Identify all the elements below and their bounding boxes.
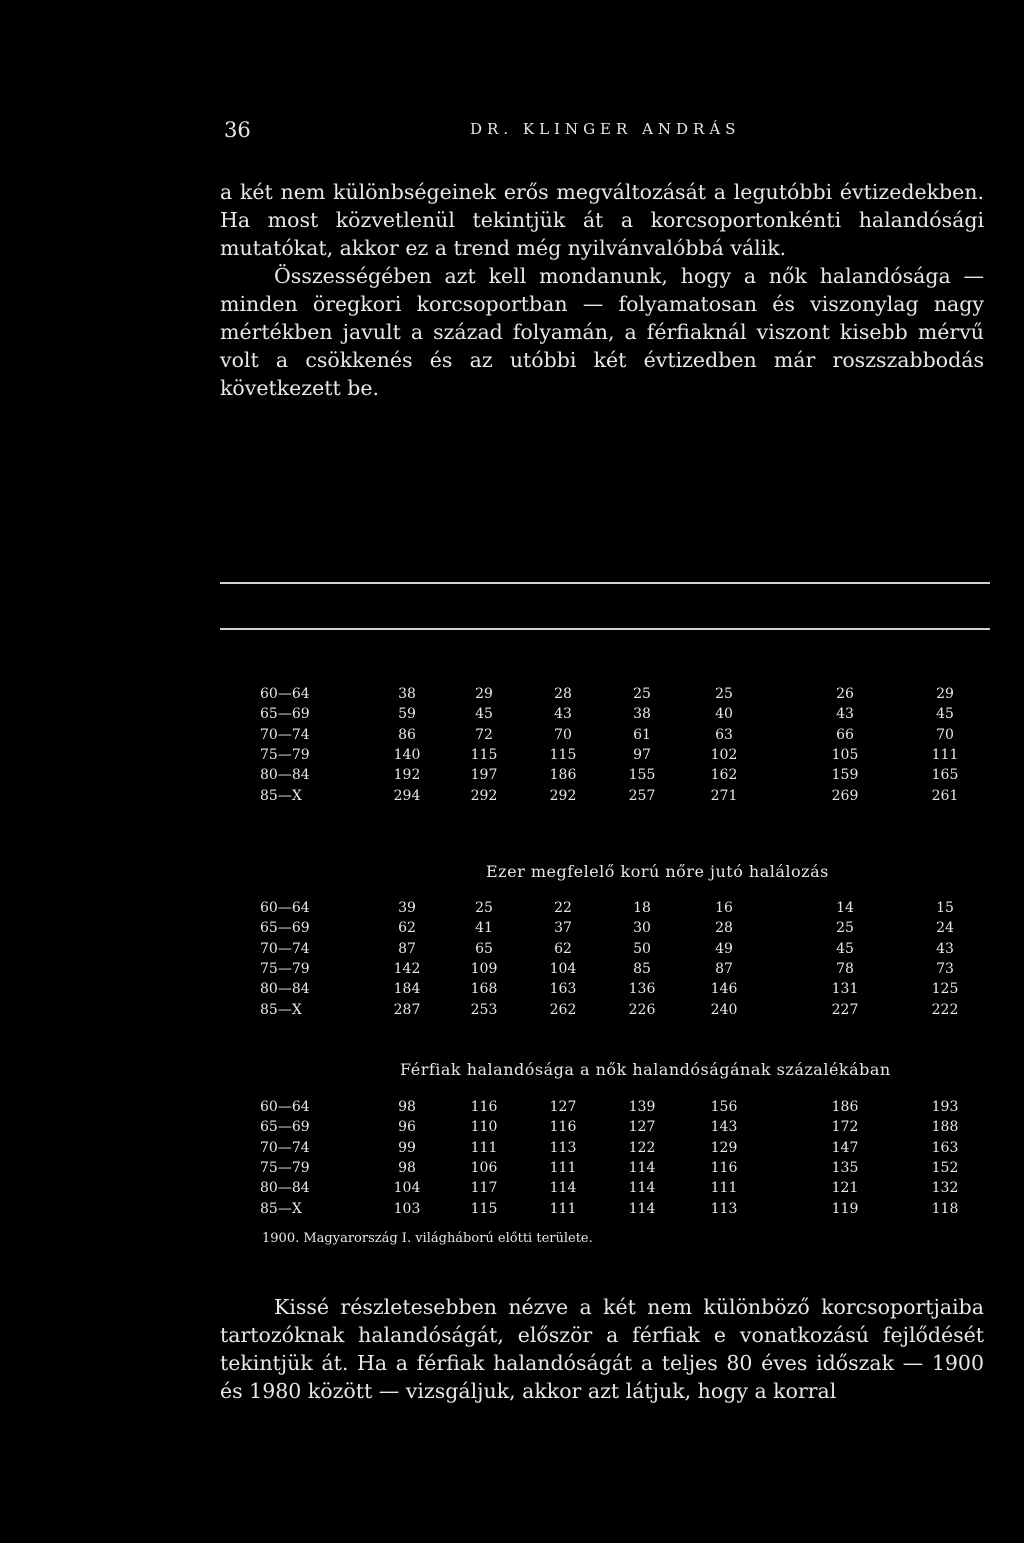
- table-cell: 29: [936, 686, 954, 702]
- table-cell: 96: [398, 1119, 416, 1136]
- table-cell: 98: [398, 1159, 416, 1176]
- table-cell: 43: [836, 706, 854, 723]
- table-cell: 15: [936, 900, 954, 916]
- table-cell: 292: [549, 787, 577, 804]
- table-cell: 140: [393, 746, 421, 763]
- running-title: DR. KLINGER ANDRÁS: [470, 120, 741, 138]
- table-cell: 226: [628, 1001, 656, 1018]
- table-cell: 116: [470, 1099, 498, 1115]
- table-cell: 192: [393, 767, 421, 784]
- page-header: [0, 118, 1024, 148]
- table-row: [0, 1119, 1024, 1139]
- table-cell: 63: [715, 726, 733, 743]
- table-cell: 156: [710, 1099, 738, 1115]
- table-cell: 104: [393, 1180, 421, 1197]
- table-cell: 59: [398, 706, 416, 723]
- table-cell: 28: [715, 920, 733, 937]
- table-cell: 104: [549, 960, 577, 977]
- table-cell: 28: [554, 686, 572, 702]
- table-cell: 86: [398, 726, 416, 743]
- table-cell: 87: [398, 940, 416, 957]
- table-cell: 111: [549, 1159, 577, 1176]
- table-cell: 109: [470, 960, 498, 977]
- table-cell: 38: [398, 686, 416, 702]
- table-cell: 18: [633, 900, 651, 916]
- table-cell: 163: [549, 981, 577, 998]
- table-cell: 119: [831, 1200, 859, 1217]
- table-cell: 114: [549, 1180, 577, 1197]
- table-cell: 132: [931, 1180, 959, 1197]
- table-cell: 110: [470, 1119, 498, 1136]
- table-cell: 269: [831, 787, 859, 804]
- age-group-label: 85—X: [260, 1200, 302, 1217]
- table-cell: 227: [831, 1001, 859, 1018]
- table-cell: 45: [475, 706, 493, 723]
- table-cell: 121: [831, 1180, 859, 1197]
- table-cell: 172: [831, 1119, 859, 1136]
- table-row: [0, 941, 1024, 961]
- table-cell: 43: [936, 940, 954, 957]
- age-group-label: 75—79: [260, 1159, 310, 1176]
- age-group-label: 85—X: [260, 1001, 302, 1018]
- age-group-label: 80—84: [260, 1180, 310, 1197]
- table-cell: 168: [470, 981, 498, 998]
- age-group-label: 75—79: [260, 746, 310, 763]
- table-cell: 146: [710, 981, 738, 998]
- age-group-label: 65—69: [260, 1119, 310, 1136]
- table-cell: 115: [470, 746, 498, 763]
- table-row: [0, 1002, 1024, 1022]
- age-group-label: 80—84: [260, 981, 310, 998]
- table-cell: 136: [628, 981, 656, 998]
- table-cell: 14: [836, 900, 854, 916]
- table-row: [0, 1201, 1024, 1221]
- table-cell: 111: [931, 746, 959, 763]
- table-cell: 45: [936, 706, 954, 723]
- table-cell: 65: [475, 940, 493, 957]
- table-cell: 37: [554, 920, 572, 937]
- table-cell: 111: [549, 1200, 577, 1217]
- table-cell: 113: [549, 1139, 577, 1156]
- table-cell: 253: [470, 1001, 498, 1018]
- table-cell: 25: [633, 686, 651, 702]
- table-cell: 78: [836, 960, 854, 977]
- table-cell: 116: [549, 1119, 577, 1136]
- table-cell: 142: [393, 960, 421, 977]
- table-cell: 162: [710, 767, 738, 784]
- table-cell: 62: [398, 920, 416, 937]
- age-group-label: 60—64: [260, 686, 310, 702]
- table-cell: 87: [715, 960, 733, 977]
- table-top-rule: [220, 582, 990, 584]
- table-row: [0, 961, 1024, 981]
- table-cell: 111: [470, 1139, 498, 1156]
- table-cell: 271: [710, 787, 738, 804]
- table-cell: 186: [831, 1099, 859, 1115]
- table-cell: 25: [836, 920, 854, 937]
- table-cell: 43: [554, 706, 572, 723]
- intro-paragraph-1: a két nem különbségeinek erős megváltozását a legutóbbi évtizedekben. Ha most közvetlenül tekintjük át a korcsoportonkénti halandósági mutatókat, akkor ez a trend még nyilvánvalóbbá válik.: [220, 180, 984, 260]
- table-cell: 127: [549, 1099, 577, 1115]
- table-cell: 127: [628, 1119, 656, 1136]
- age-group-label: 85—X: [260, 787, 302, 804]
- table-cell: 105: [831, 746, 859, 763]
- table-cell: 97: [633, 746, 651, 763]
- table-cell: 143: [710, 1119, 738, 1136]
- table-cell: 16: [715, 900, 733, 916]
- intro-text: [220, 178, 984, 402]
- table-cell: 30: [633, 920, 651, 937]
- table-cell: 197: [470, 767, 498, 784]
- table-cell: 116: [710, 1159, 738, 1176]
- table-cell: 72: [475, 726, 493, 743]
- age-group-label: 70—74: [260, 940, 310, 957]
- table-row: [0, 788, 1024, 808]
- table-cell: 240: [710, 1001, 738, 1018]
- table-cell: 186: [549, 767, 577, 784]
- table-row: [0, 1180, 1024, 1200]
- table-cell: 287: [393, 1001, 421, 1018]
- table-cell: 115: [549, 746, 577, 763]
- table-row: [0, 981, 1024, 1001]
- table-cell: 49: [715, 940, 733, 957]
- table-cell: 193: [931, 1099, 959, 1115]
- table-cell: 129: [710, 1139, 738, 1156]
- table-cell: 163: [931, 1139, 959, 1156]
- table-cell: 135: [831, 1159, 859, 1176]
- table-cell: 117: [470, 1180, 498, 1197]
- table-cell: 152: [931, 1159, 959, 1176]
- table-cell: 26: [836, 686, 854, 702]
- table-row: [0, 727, 1024, 747]
- table-footnote: 1900. Magyarország I. világháború előtti területe.: [262, 1231, 593, 1246]
- table-cell: 85: [633, 960, 651, 977]
- table-row: [0, 920, 1024, 940]
- table-cell: 62: [554, 940, 572, 957]
- table-cell: 257: [628, 787, 656, 804]
- table-cell: 114: [628, 1200, 656, 1217]
- table-row: [0, 706, 1024, 726]
- table-cell: 114: [628, 1159, 656, 1176]
- table-cell: 131: [831, 981, 859, 998]
- table-cell: 38: [633, 706, 651, 723]
- table-cell: 70: [936, 726, 954, 743]
- table-cell: 111: [710, 1180, 738, 1197]
- table-cell: 222: [931, 1001, 959, 1018]
- age-group-label: 80—84: [260, 767, 310, 784]
- table-cell: 73: [936, 960, 954, 977]
- table-cell: 41: [475, 920, 493, 937]
- table-cell: 292: [470, 787, 498, 804]
- age-group-label: 70—74: [260, 726, 310, 743]
- age-group-label: 65—69: [260, 920, 310, 937]
- table-cell: 262: [549, 1001, 577, 1018]
- table-cell: 50: [633, 940, 651, 957]
- table-cell: 99: [398, 1139, 416, 1156]
- table-header-rule: [220, 628, 990, 630]
- table-row: [0, 767, 1024, 787]
- table-row: [0, 747, 1024, 767]
- table-cell: 113: [710, 1200, 738, 1217]
- intro-paragraph-2: Összességében azt kell mondanunk, hogy a nők halandósága — minden öregkori korcsoportban — folyamatosan és viszonylag nagy mértékben javult a század folyamán, a férfiaknál viszont kisebb mérvű volt a csökkenés és az utóbbi két évtizedben már roszszabbodás következett be.: [220, 264, 984, 400]
- table-cell: 39: [398, 900, 416, 916]
- table-cell: 294: [393, 787, 421, 804]
- table-cell: 98: [398, 1099, 416, 1115]
- table-cell: 45: [836, 940, 854, 957]
- table-cell: 66: [836, 726, 854, 743]
- table-cell: 125: [931, 981, 959, 998]
- table-cell: 261: [931, 787, 959, 804]
- table-cell: 25: [475, 900, 493, 916]
- table-cell: 184: [393, 981, 421, 998]
- table-cell: 122: [628, 1139, 656, 1156]
- table-cell: 22: [554, 900, 572, 916]
- table-cell: 147: [831, 1139, 859, 1156]
- table-cell: 103: [393, 1200, 421, 1217]
- table-row: [0, 1140, 1024, 1160]
- age-group-label: 75—79: [260, 960, 310, 977]
- table-cell: 25: [715, 686, 733, 702]
- table-cell: 115: [470, 1200, 498, 1217]
- table-section-title-ratio: Férfiak halandósága a nők halandóságának százalékában: [400, 1060, 891, 1079]
- table-row: [0, 1099, 1024, 1119]
- table-row: [0, 1160, 1024, 1180]
- outro-text: [220, 1293, 984, 1405]
- table-cell: 61: [633, 726, 651, 743]
- age-group-label: 70—74: [260, 1139, 310, 1156]
- table-cell: 106: [470, 1159, 498, 1176]
- age-group-label: 60—64: [260, 900, 310, 916]
- table-cell: 40: [715, 706, 733, 723]
- page-number: 36: [224, 118, 251, 142]
- outro-paragraph-1: Kissé részletesebben nézve a két nem különböző korcsoportjaiba tartozóknak halandóságát, először a férfiak e vonatkozású fejlődését tekintjük át. Ha a férfiak halandóságát a teljes 80 éves időszak — 1900 és 1980 között — vizsgáljuk, akkor azt látjuk, hogy a korral: [220, 1295, 984, 1403]
- age-group-label: 65—69: [260, 706, 310, 723]
- table-row: [0, 900, 1024, 920]
- table-cell: 155: [628, 767, 656, 784]
- table-row: [0, 686, 1024, 706]
- table-cell: 188: [931, 1119, 959, 1136]
- age-group-label: 60—64: [260, 1099, 310, 1115]
- table-cell: 118: [931, 1200, 959, 1217]
- table-cell: 70: [554, 726, 572, 743]
- table-cell: 139: [628, 1099, 656, 1115]
- table-cell: 165: [931, 767, 959, 784]
- table-cell: 114: [628, 1180, 656, 1197]
- table-section-title-women: Ezer megfelelő korú nőre jutó halálozás: [486, 862, 829, 881]
- table-cell: 29: [475, 686, 493, 702]
- table-cell: 159: [831, 767, 859, 784]
- table-cell: 102: [710, 746, 738, 763]
- table-cell: 24: [936, 920, 954, 937]
